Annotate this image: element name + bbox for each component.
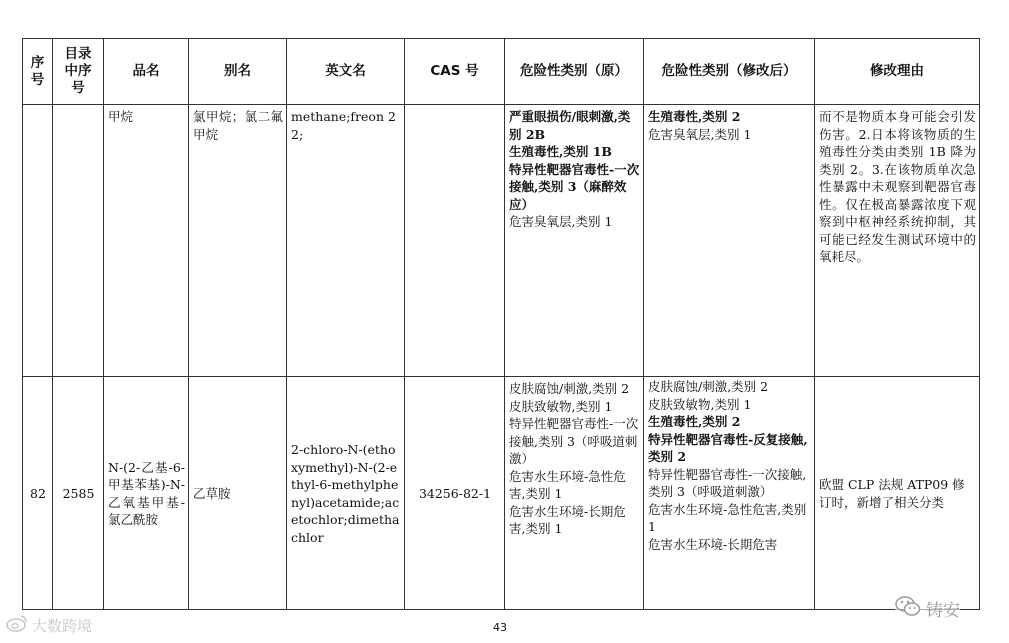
- hazard-line: 危害水生环境-长期危害,类别 1: [509, 503, 626, 536]
- page-number: 43: [493, 621, 507, 634]
- cell-hazard-original: [505, 105, 644, 377]
- header-cas: CAS 号: [405, 39, 505, 105]
- cell-english: 2-chloro-N-(ethoxymethyl)-N-(2-ethyl-6-methylphenyl)acetamide;acetochlor;dimethachlor: [287, 377, 405, 610]
- table-row: [23, 105, 980, 377]
- hazard-line-bold: 生殖毒性,类别 2: [648, 109, 741, 124]
- cell-cas: 34256-82-1: [405, 377, 505, 610]
- hazard-line: 危害水生环境-急性危害,类别 1: [509, 468, 626, 501]
- header-alias: 别名: [189, 39, 287, 105]
- cell-reason: 欧盟 CLP 法规 ATP09 修订时，新增了相关分类: [815, 377, 980, 610]
- header-english: 英文名: [287, 39, 405, 105]
- hazard-line: 皮肤致敏物,类别 1: [509, 398, 613, 414]
- hazard-reclassification-table: [22, 38, 980, 610]
- hazard-line-bold: 生殖毒性,类别 2: [648, 414, 741, 429]
- hazard-line: 皮肤腐蚀/刺激,类别 2: [648, 379, 769, 394]
- header-name: 品名: [104, 39, 189, 105]
- wechat-icon: [895, 595, 921, 622]
- cell-reason: 而不是物质本身可能会引发伤害。2.日本将该物质的生殖毒性分类由类别 1B 降为类别 2。3.在该物质单次急性暴露中未观察到靶器官毒性。仅在极高暴露浓度下观察到中枢神经系统抑制，其可能已经发生测试环境中的氧耗尽。: [815, 105, 980, 377]
- cell-cas: [405, 105, 505, 377]
- hazard-line-bold: 特异性靶器官毒性-反复接触,类别 2: [648, 431, 808, 464]
- hazard-line-bold: 严重眼损伤/眼刺激,类别 2B: [509, 109, 631, 142]
- cell-name: 甲烷: [104, 105, 189, 377]
- header-reason: 修改理由: [815, 39, 980, 105]
- header-row: [23, 39, 980, 105]
- header-hazard-modified: 危险性类别（修改后）: [644, 39, 815, 105]
- cell-english: methane;freon 22;: [287, 105, 405, 377]
- table-row: [23, 377, 980, 610]
- hazard-line: 特异性靶器官毒性-一次接触,类别 3（呼吸道刺激）: [509, 416, 639, 466]
- header-seq: 序 号: [23, 39, 53, 105]
- cell-catalog-no: [53, 105, 104, 377]
- hazard-line: 危害水生环境-急性危害,类别 1: [648, 501, 807, 534]
- hazard-line: 危害水生环境-长期危害: [648, 536, 778, 552]
- cell-hazard-modified: [644, 105, 815, 377]
- hazard-line: 皮肤腐蚀/刺激,类别 2: [509, 381, 630, 396]
- hazard-line: 特异性靶器官毒性-一次接触,类别 3（呼吸道刺激）: [648, 466, 807, 499]
- hazard-line-bold: 特异性靶器官毒性-一次接触,类别 3（麻醉效应）: [509, 161, 640, 212]
- cell-alias: 氯甲烷；氯二氟甲烷: [189, 105, 287, 377]
- cell-seq: 82: [23, 377, 53, 610]
- cell-catalog-no: 2585: [53, 377, 104, 610]
- cell-hazard-modified: [644, 377, 815, 610]
- header-hazard-original: 危险性类别（原）: [505, 39, 644, 105]
- header-catalog-no: 目录 中序 号: [53, 39, 104, 105]
- hazard-line-bold: 生殖毒性,类别 1B: [509, 144, 612, 159]
- watermark-left: [6, 614, 92, 636]
- weibo-icon: [6, 614, 28, 636]
- cell-name: N-(2-乙基-6-甲基苯基)-N-乙氧基甲基-氯乙酰胺: [104, 377, 189, 610]
- watermark-left-text: 大数跨境: [32, 616, 93, 635]
- hazard-line: 危害臭氧层,类别 1: [648, 126, 752, 142]
- cell-alias: 乙草胺: [189, 377, 287, 610]
- cell-seq: [23, 105, 53, 377]
- hazard-line: 危害臭氧层,类别 1: [509, 214, 613, 229]
- watermark-right: [895, 595, 960, 622]
- cell-hazard-original: [505, 377, 644, 610]
- watermark-right-text: 铸安: [926, 601, 960, 621]
- hazard-line: 皮肤致敏物,类别 1: [648, 396, 752, 412]
